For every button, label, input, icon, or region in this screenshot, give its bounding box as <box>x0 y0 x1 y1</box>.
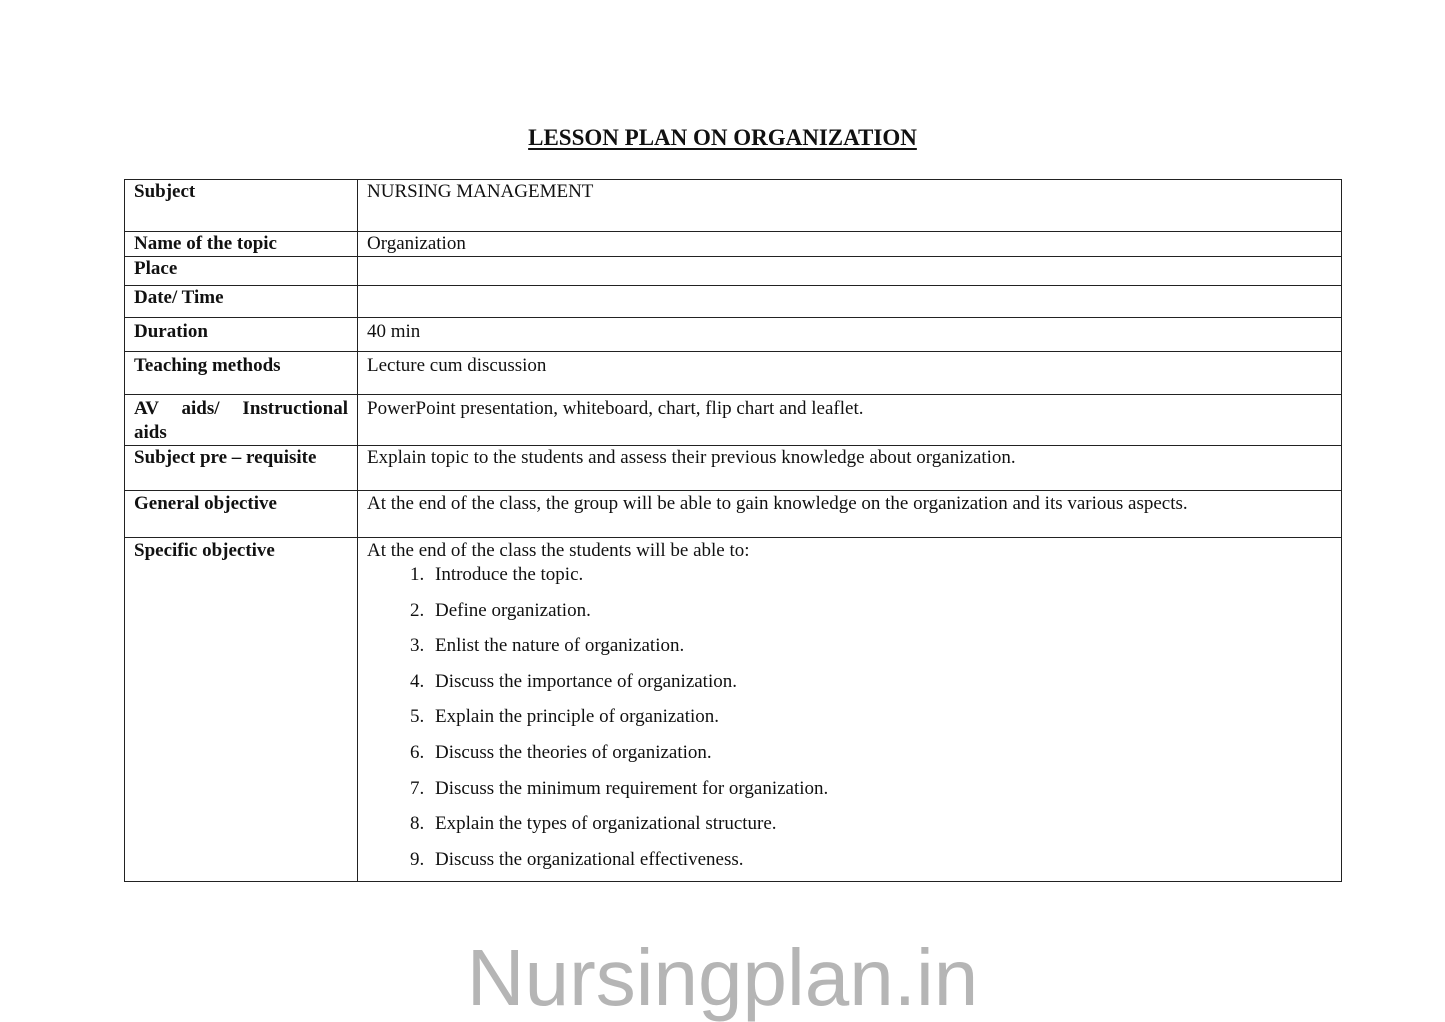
row-label-prerequisite: Subject pre – requisite <box>125 446 358 491</box>
table-row-topic <box>125 232 1342 257</box>
row-value-topic: Organization <box>358 232 1342 257</box>
table-row-datetime <box>125 286 1342 318</box>
table-row-duration <box>125 318 1342 352</box>
row-value-place <box>358 257 1342 286</box>
page-title: LESSON PLAN ON ORGANIZATION <box>528 125 917 150</box>
list-item: 8. Explain the types of organizational structure. <box>429 812 1332 836</box>
table-row-place <box>125 257 1342 286</box>
row-label-av-aids-line2: aids <box>134 422 167 443</box>
row-value-specific-objective <box>358 538 1342 882</box>
row-value-av-aids: PowerPoint presentation, whiteboard, chart, flip chart and leaflet. <box>358 395 1342 446</box>
lesson-plan-table <box>124 179 1342 882</box>
list-item: 6. Discuss the theories of organization. <box>429 741 1332 765</box>
list-item: 5. Explain the principle of organization. <box>429 705 1332 729</box>
row-value-general-objective: At the end of the class, the group will be able to gain knowledge on the organization and its various aspects. <box>358 491 1342 538</box>
objectives-list <box>367 563 1332 872</box>
list-item: 3. Enlist the nature of organization. <box>429 634 1332 658</box>
row-value-teaching-methods: Lecture cum discussion <box>358 352 1342 395</box>
row-value-duration: 40 min <box>358 318 1342 352</box>
table-row-general-objective <box>125 491 1342 538</box>
row-value-subject: NURSING MANAGEMENT <box>358 180 1342 232</box>
row-label-specific-objective: Specific objective <box>125 538 358 882</box>
table-row-subject <box>125 180 1342 232</box>
row-label-av-aids <box>125 395 358 446</box>
list-item: 4. Discuss the importance of organization. <box>429 670 1332 694</box>
row-label-general-objective: General objective <box>125 491 358 538</box>
table-row-prerequisite <box>125 446 1342 491</box>
site-watermark: Nursingplan.in <box>466 933 979 1022</box>
list-item: 9. Discuss the organizational effectiveness. <box>429 848 1332 872</box>
row-value-datetime <box>358 286 1342 318</box>
row-label-subject: Subject <box>125 180 358 232</box>
row-label-av-aids-line1: AV aids/ Instructional <box>134 398 348 419</box>
list-item: 2. Define organization. <box>429 599 1332 623</box>
list-item: 1. Introduce the topic. <box>429 563 1332 587</box>
row-label-topic: Name of the topic <box>125 232 358 257</box>
table-row-av-aids <box>125 395 1342 446</box>
list-item: 7. Discuss the minimum requirement for organization. <box>429 777 1332 801</box>
row-label-duration: Duration <box>125 318 358 352</box>
row-label-teaching-methods: Teaching methods <box>125 352 358 395</box>
specific-objective-intro: At the end of the class the students will be able to: <box>367 540 750 561</box>
row-value-prerequisite: Explain topic to the students and assess their previous knowledge about organization. <box>358 446 1342 491</box>
table-row-teaching-methods <box>125 352 1342 395</box>
row-label-place: Place <box>125 257 358 286</box>
table-row-specific-objective <box>125 538 1342 882</box>
row-label-datetime: Date/ Time <box>125 286 358 318</box>
